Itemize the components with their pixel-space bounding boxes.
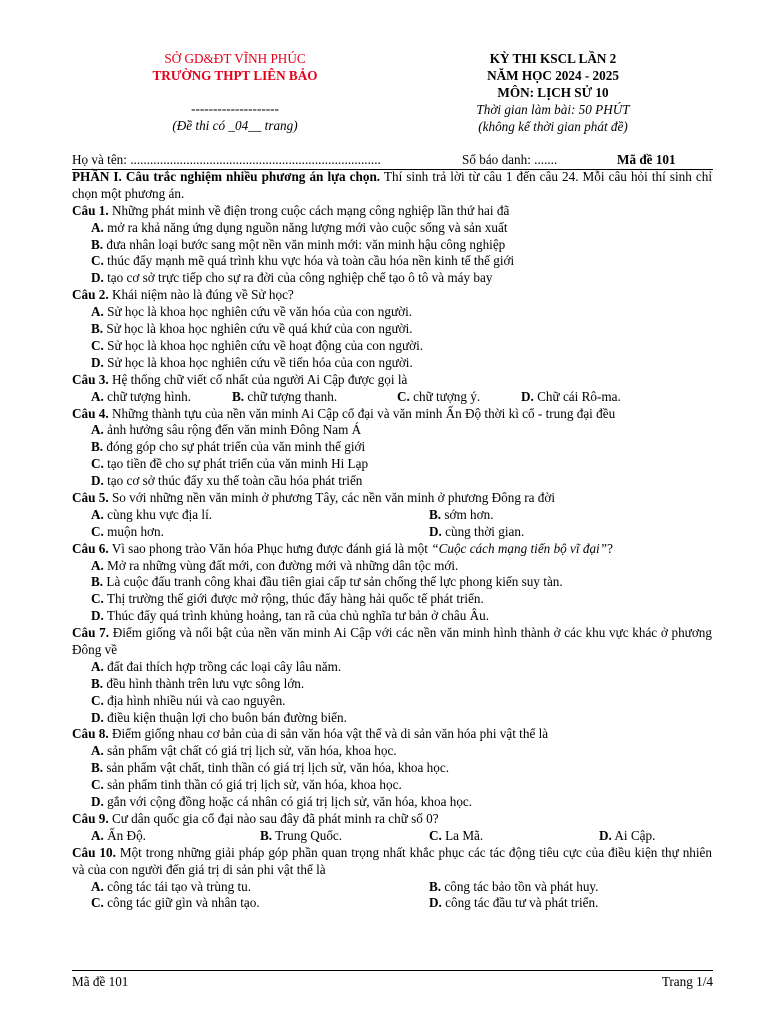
exam-title: KỲ THI KSCL LẦN 2 [489,51,617,66]
q7-option-c[interactable]: C. địa hình nhiều núi và cao nguyên. [91,692,286,708]
exam-time: Thời gian làm bài: 50 PHÚT [476,101,630,117]
q8-option-b[interactable]: B. sản phẩm vật chất, tinh thần có giá trị lịch sử, văn hóa, khoa học. [91,760,449,776]
q3-option-a[interactable]: A. chữ tượng hình. [91,388,192,404]
q5-option-d[interactable]: D. cùng thời gian. [429,523,525,539]
q4-option-a[interactable]: A. ảnh hưởng sâu rộng đến văn minh Đông Nam Á [91,422,362,438]
q9-options-row [72,828,712,845]
q3-options-row [72,389,712,406]
q8-option-d[interactable]: D. gắn với cộng đồng hoặc cá nhân có giá trị lịch sử, văn hóa, khoa học. [91,794,473,810]
questions-content [72,169,712,912]
q6-option-b[interactable]: B. Là cuộc đấu tranh công khai đầu tiên giai cấp tư sản chống thế lực phong kiến suy tàn. [91,574,563,590]
question-3: Câu 3. Hệ thống chữ viết cổ nhất của người Ai Cập được gọi là [72,371,408,387]
q10-option-d[interactable]: D. công tác đầu tư và phát triển. [429,895,599,911]
q10-options-row-1 [72,879,712,896]
candidate-name-field[interactable]: Họ và tên: ............................................................................ [72,152,381,167]
q1-option-c[interactable]: C. thúc đẩy mạnh mẽ quá trình khu vực hóa và toàn cầu hóa nền kinh tế thế giới [91,253,515,269]
department-name: SỞ GD&ĐT VĨNH PHÚC [164,51,306,66]
q3-option-c[interactable]: C. chữ tượng ý. [397,388,481,404]
q1-option-d[interactable]: D. tạo cơ sở trực tiếp cho sự ra đời của công nghiệp chế tạo ô tô và máy bay [91,270,493,286]
q7-option-d[interactable]: D. điều kiện thuận lợi cho buôn bán đường biển. [91,709,347,725]
question-8: Câu 8. Điểm giống nhau cơ bản của di sản văn hóa vật thể và di sản văn hóa phi vật thể là [72,726,549,742]
q8-option-a[interactable]: A. sản phẩm vật chất có giá trị lịch sử, văn hóa, khoa học. [91,743,397,759]
footer-exam-code: Mã đề 101 [72,974,129,989]
question-1: Câu 1. Những phát minh về điện trong cuộc cách mạng công nghiệp lần thứ hai đã [72,202,510,218]
q2-option-a[interactable]: A. Sử học là khoa học nghiên cứu về văn hóa của con người. [91,304,413,320]
q7-option-a[interactable]: A. đất đai thích hợp trồng các loại cây lâu năm. [91,658,342,674]
q2-option-d[interactable]: D. Sử học là khoa học nghiên cứu về tiến hóa của con người. [91,354,413,370]
question-7: Câu 7. Điểm giống và nổi bật của nền văn minh Ai Cập với các nền văn minh hình thành ở các khu vực khác ở phương Đông về [72,625,712,658]
q5-options-row-1 [72,507,712,524]
q5-option-a[interactable]: A. cùng khu vực địa lí. [91,506,213,522]
question-6: Câu 6. Vì sao phong trào Văn hóa Phục hưng được đánh giá là một “Cuộc cách mạng tiến bộ vĩ đại”? [72,540,613,556]
exam-code: Mã đề 101 [617,152,676,167]
header-right [398,51,708,135]
q10-option-b[interactable]: B. công tác bảo tồn và phát huy. [429,878,599,894]
q7-option-b[interactable]: B. đều hình thành trên lưu vực sông lớn. [91,675,305,691]
part1-heading: PHẦN I. Câu trắc nghiệm nhiều phương án lựa chọn. Thí sinh trả lời từ câu 1 đến câu 24. Mỗi câu hỏi thí sinh chỉ chọn một phương án. [72,169,713,201]
subject: MÔN: LỊCH SỬ 10 [497,84,609,100]
q10-option-c[interactable]: C. công tác giữ gìn và nhân tạo. [91,895,260,911]
q8-option-c[interactable]: C. sản phẩm tinh thần có giá trị lịch sử, văn hóa, khoa học. [91,777,402,793]
q2-option-c[interactable]: C. Sử học là khoa học nghiên cứu về hoạt động của con người. [91,337,424,353]
footer-page-number: Trang 1/4 [661,974,713,989]
q3-option-b[interactable]: B. chữ tượng thanh. [232,388,338,404]
q10-option-a[interactable]: A. công tác tái tạo và trùng tu. [91,878,252,894]
candidate-info-row [72,152,713,170]
question-10: Câu 10. Một trong những giải pháp góp phần quan trọng nhất khắc phục các tác động tiêu cực của điều kiện thự nhiên và của con người đến giá trị di sản phi vật thể là [72,844,712,877]
school-name: TRƯỜNG THPT LIÊN BẢO [152,67,318,83]
q9-option-c[interactable]: C. La Mã. [429,827,484,843]
q1-option-b[interactable]: B. đưa nhân loại bước sang một nền văn minh mới: văn minh hậu công nghiệp [91,236,506,252]
question-5: Câu 5. So với những nền văn minh ở phương Tây, các nền văn minh ở phương Đông ra đời [72,489,556,505]
header-left [72,51,398,135]
question-2: Câu 2. Khái niệm nào là đúng về Sử học? [72,287,294,303]
q9-option-a[interactable]: A. Ấn Độ. [91,827,146,843]
page-footer [72,970,713,989]
question-4: Câu 4. Những thành tựu của nền văn minh Ai Cập cổ đại và văn minh Ấn Độ thời kì cổ - trung đại đều [72,405,616,421]
q9-option-d[interactable]: D. Ai Cập. [599,827,656,843]
page-count-note: (Đề thi có _04__ trang) [172,117,298,133]
q5-option-b[interactable]: B. sớm hơn. [429,506,494,522]
q4-option-d[interactable]: D. tạo cơ sở thúc đẩy xu thế toàn cầu hóa phát triển [91,473,363,489]
q6-option-c[interactable]: C. Thị trường thế giới được mở rộng, thúc đẩy hàng hải quốc tế phát triển. [91,591,484,607]
q5-options-row-2 [72,524,712,541]
q4-option-c[interactable]: C. tạo tiền đề cho sự phát triển của văn minh Hi Lạp [91,456,369,472]
q3-option-d[interactable]: D. Chữ cái Rô-ma. [521,388,621,404]
exam-time-note: (không kể thời gian phát đề) [478,118,628,134]
q4-option-b[interactable]: B. đóng góp cho sự phát triển của văn minh thế giới [91,439,366,455]
q6-option-d[interactable]: D. Thúc đẩy quá trình khủng hoảng, tan rã của chủ nghĩa tư bản ở châu Âu. [91,608,490,624]
q6-option-a[interactable]: A. Mở ra những vùng đất mới, con đường mới và những dân tộc mới. [91,557,459,573]
school-year: NĂM HỌC 2024 - 2025 [487,67,619,83]
header-dashes: -------------------- [191,100,279,116]
q10-options-row-2 [72,895,712,912]
question-9: Câu 9. Cư dân quốc gia cổ đại nào sau đây đã phát minh ra chữ số 0? [72,810,439,826]
q2-option-b[interactable]: B. Sử học là khoa học nghiên cứu về quá khứ của con người. [91,321,413,337]
q1-option-a[interactable]: A. mở ra khả năng ứng dụng nguồn năng lượng mới vào cuộc sống và sản xuất [91,219,508,235]
q9-option-b[interactable]: B. Trung Quốc. [260,827,343,843]
q5-option-c[interactable]: C. muộn hơn. [91,523,164,539]
candidate-id-field[interactable]: Số báo danh: ....... [462,152,558,167]
